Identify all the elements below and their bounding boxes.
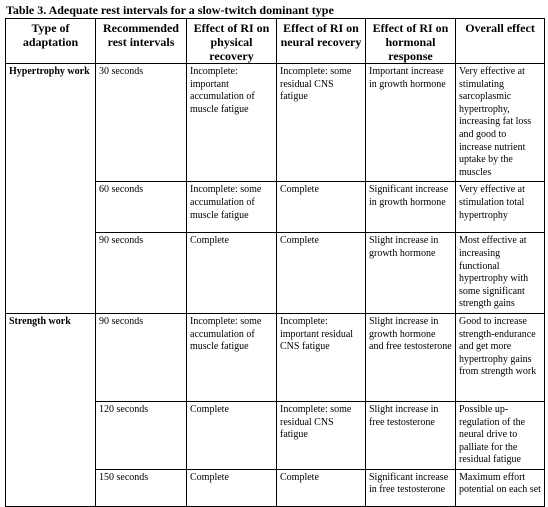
cell-hormonal: Slight increase in growth hormone	[366, 233, 456, 314]
header-type-of-adaptation: Type of adaptation	[6, 19, 96, 64]
cell-hormonal: Significant increase in free testosterone	[366, 469, 456, 506]
cell-overall: Very effective at stimulation total hypertrophy	[456, 182, 545, 233]
cell-hormonal: Important increase in growth hormone	[366, 64, 456, 182]
cell-neural: Complete	[277, 469, 366, 506]
cell-physical: Incomplete: some accumulation of muscle fatigue	[187, 182, 277, 233]
cell-hormonal: Significant increase in growth hormone	[366, 182, 456, 233]
cell-neural: Complete	[277, 233, 366, 314]
adaptation-hypertrophy: Hypertrophy work	[6, 64, 96, 314]
header-hormonal-response: Effect of RI on hormonal response	[366, 19, 456, 64]
cell-physical: Complete	[187, 469, 277, 506]
cell-overall: Maximum effort potential on each set	[456, 469, 545, 506]
header-overall-effect: Overall effect	[456, 19, 545, 64]
cell-neural: Incomplete: important residual CNS fatigue	[277, 313, 366, 401]
cell-neural: Incomplete: some residual CNS fatigue	[277, 401, 366, 469]
header-row	[6, 19, 545, 64]
header-recommended-rest-intervals: Recommended rest intervals	[96, 19, 187, 64]
cell-hormonal: Slight increase in growth hormone and free testosterone	[366, 313, 456, 401]
cell-overall: Good to increase strength-endurance and get more hypertrophy gains from strength work	[456, 313, 545, 401]
adaptation-strength: Strength work	[6, 313, 96, 506]
header-physical-recovery: Effect of RI on physical recovery	[187, 19, 277, 64]
cell-interval: 60 seconds	[96, 182, 187, 233]
cell-physical: Incomplete: important accumulation of muscle fatigue	[187, 64, 277, 182]
cell-neural: Incomplete: some residual CNS fatigue	[277, 64, 366, 182]
cell-interval: 30 seconds	[96, 64, 187, 182]
table-row	[6, 313, 545, 401]
cell-interval: 150 seconds	[96, 469, 187, 506]
header-neural-recovery: Effect of RI on neural recovery	[277, 19, 366, 64]
cell-neural: Complete	[277, 182, 366, 233]
table-row	[6, 64, 545, 182]
cell-physical: Incomplete: some accumulation of muscle fatigue	[187, 313, 277, 401]
cell-interval: 90 seconds	[96, 233, 187, 314]
cell-physical: Complete	[187, 401, 277, 469]
cell-overall: Possible up-regulation of the neural drive to palliate for the residual fatigue	[456, 401, 545, 469]
rest-intervals-table	[5, 18, 545, 507]
cell-overall: Very effective at stimulating sarcoplasmic hypertrophy, increasing fat loss and good to increase nutrient uptake by the muscles	[456, 64, 545, 182]
cell-hormonal: Slight increase in free testosterone	[366, 401, 456, 469]
table-caption: Table 3. Adequate rest intervals for a slow-twitch dominant type	[6, 3, 334, 17]
cell-overall: Most effective at increasing functional hypertrophy with some significant strength gains	[456, 233, 545, 314]
cell-physical: Complete	[187, 233, 277, 314]
cell-interval: 120 seconds	[96, 401, 187, 469]
cell-interval: 90 seconds	[96, 313, 187, 401]
